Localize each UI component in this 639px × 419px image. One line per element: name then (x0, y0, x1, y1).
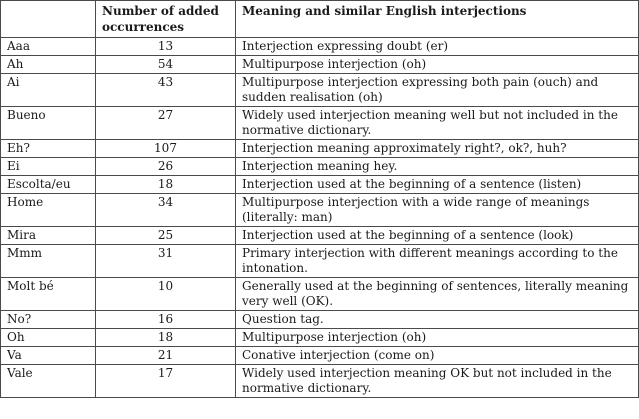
cell-count: 16 (96, 311, 236, 329)
cell-count: 18 (96, 176, 236, 194)
cell-word: Bueno (1, 107, 96, 140)
table-row (1, 347, 639, 365)
table-row (1, 329, 639, 347)
cell-count: 54 (96, 56, 236, 74)
table-row (1, 194, 639, 227)
cell-count: 31 (96, 245, 236, 278)
cell-count: 10 (96, 278, 236, 311)
cell-count: 34 (96, 194, 236, 227)
cell-word: Ei (1, 158, 96, 176)
cell-word: Oh (1, 329, 96, 347)
cell-word: Ah (1, 56, 96, 74)
cell-word: Vale (1, 365, 96, 398)
cell-meaning: Multipurpose interjection (oh) (236, 329, 639, 347)
table-row (1, 56, 639, 74)
cell-word: Molt bé (1, 278, 96, 311)
cell-word: Va (1, 347, 96, 365)
cell-word: Eh? (1, 140, 96, 158)
table-row (1, 158, 639, 176)
cell-count: 21 (96, 347, 236, 365)
table-row (1, 38, 639, 56)
cell-word: Mmm (1, 245, 96, 278)
cell-word: No? (1, 311, 96, 329)
cell-meaning: Widely used interjection meaning OK but not included in the normative dictionary. (236, 365, 639, 398)
cell-word: Aaa (1, 38, 96, 56)
table-row (1, 140, 639, 158)
table-row (1, 278, 639, 311)
cell-count: 107 (96, 140, 236, 158)
header-meaning: Meaning and similar English interjections (236, 1, 639, 38)
table-row (1, 365, 639, 398)
cell-meaning: Multipurpose interjection expressing both pain (ouch) and sudden realisation (oh) (236, 74, 639, 107)
cell-word: Home (1, 194, 96, 227)
table-row (1, 245, 639, 278)
cell-meaning: Interjection meaning hey. (236, 158, 639, 176)
cell-word: Escolta/eu (1, 176, 96, 194)
cell-word: Mira (1, 227, 96, 245)
header-count: Number of added occurrences (96, 1, 236, 38)
cell-count: 25 (96, 227, 236, 245)
table-row (1, 227, 639, 245)
cell-meaning: Interjection meaning approximately right?, ok?, huh? (236, 140, 639, 158)
cell-count: 18 (96, 329, 236, 347)
header-row (1, 1, 639, 38)
cell-meaning: Interjection used at the beginning of a sentence (listen) (236, 176, 639, 194)
cell-meaning: Question tag. (236, 311, 639, 329)
cell-count: 43 (96, 74, 236, 107)
cell-meaning: Generally used at the beginning of sentences, literally meaning very well (OK). (236, 278, 639, 311)
cell-meaning: Interjection used at the beginning of a sentence (look) (236, 227, 639, 245)
cell-count: 17 (96, 365, 236, 398)
cell-meaning: Multipurpose interjection (oh) (236, 56, 639, 74)
cell-meaning: Conative interjection (come on) (236, 347, 639, 365)
header-word (1, 1, 96, 38)
cell-count: 13 (96, 38, 236, 56)
cell-count: 27 (96, 107, 236, 140)
cell-meaning: Widely used interjection meaning well but not included in the normative dictionary. (236, 107, 639, 140)
table-row (1, 74, 639, 107)
table-row (1, 311, 639, 329)
cell-word: Ai (1, 74, 96, 107)
cell-meaning: Multipurpose interjection with a wide range of meanings (literally: man) (236, 194, 639, 227)
table-row (1, 107, 639, 140)
table-row (1, 176, 639, 194)
cell-meaning: Primary interjection with different meanings according to the intonation. (236, 245, 639, 278)
cell-meaning: Interjection expressing doubt (er) (236, 38, 639, 56)
cell-count: 26 (96, 158, 236, 176)
